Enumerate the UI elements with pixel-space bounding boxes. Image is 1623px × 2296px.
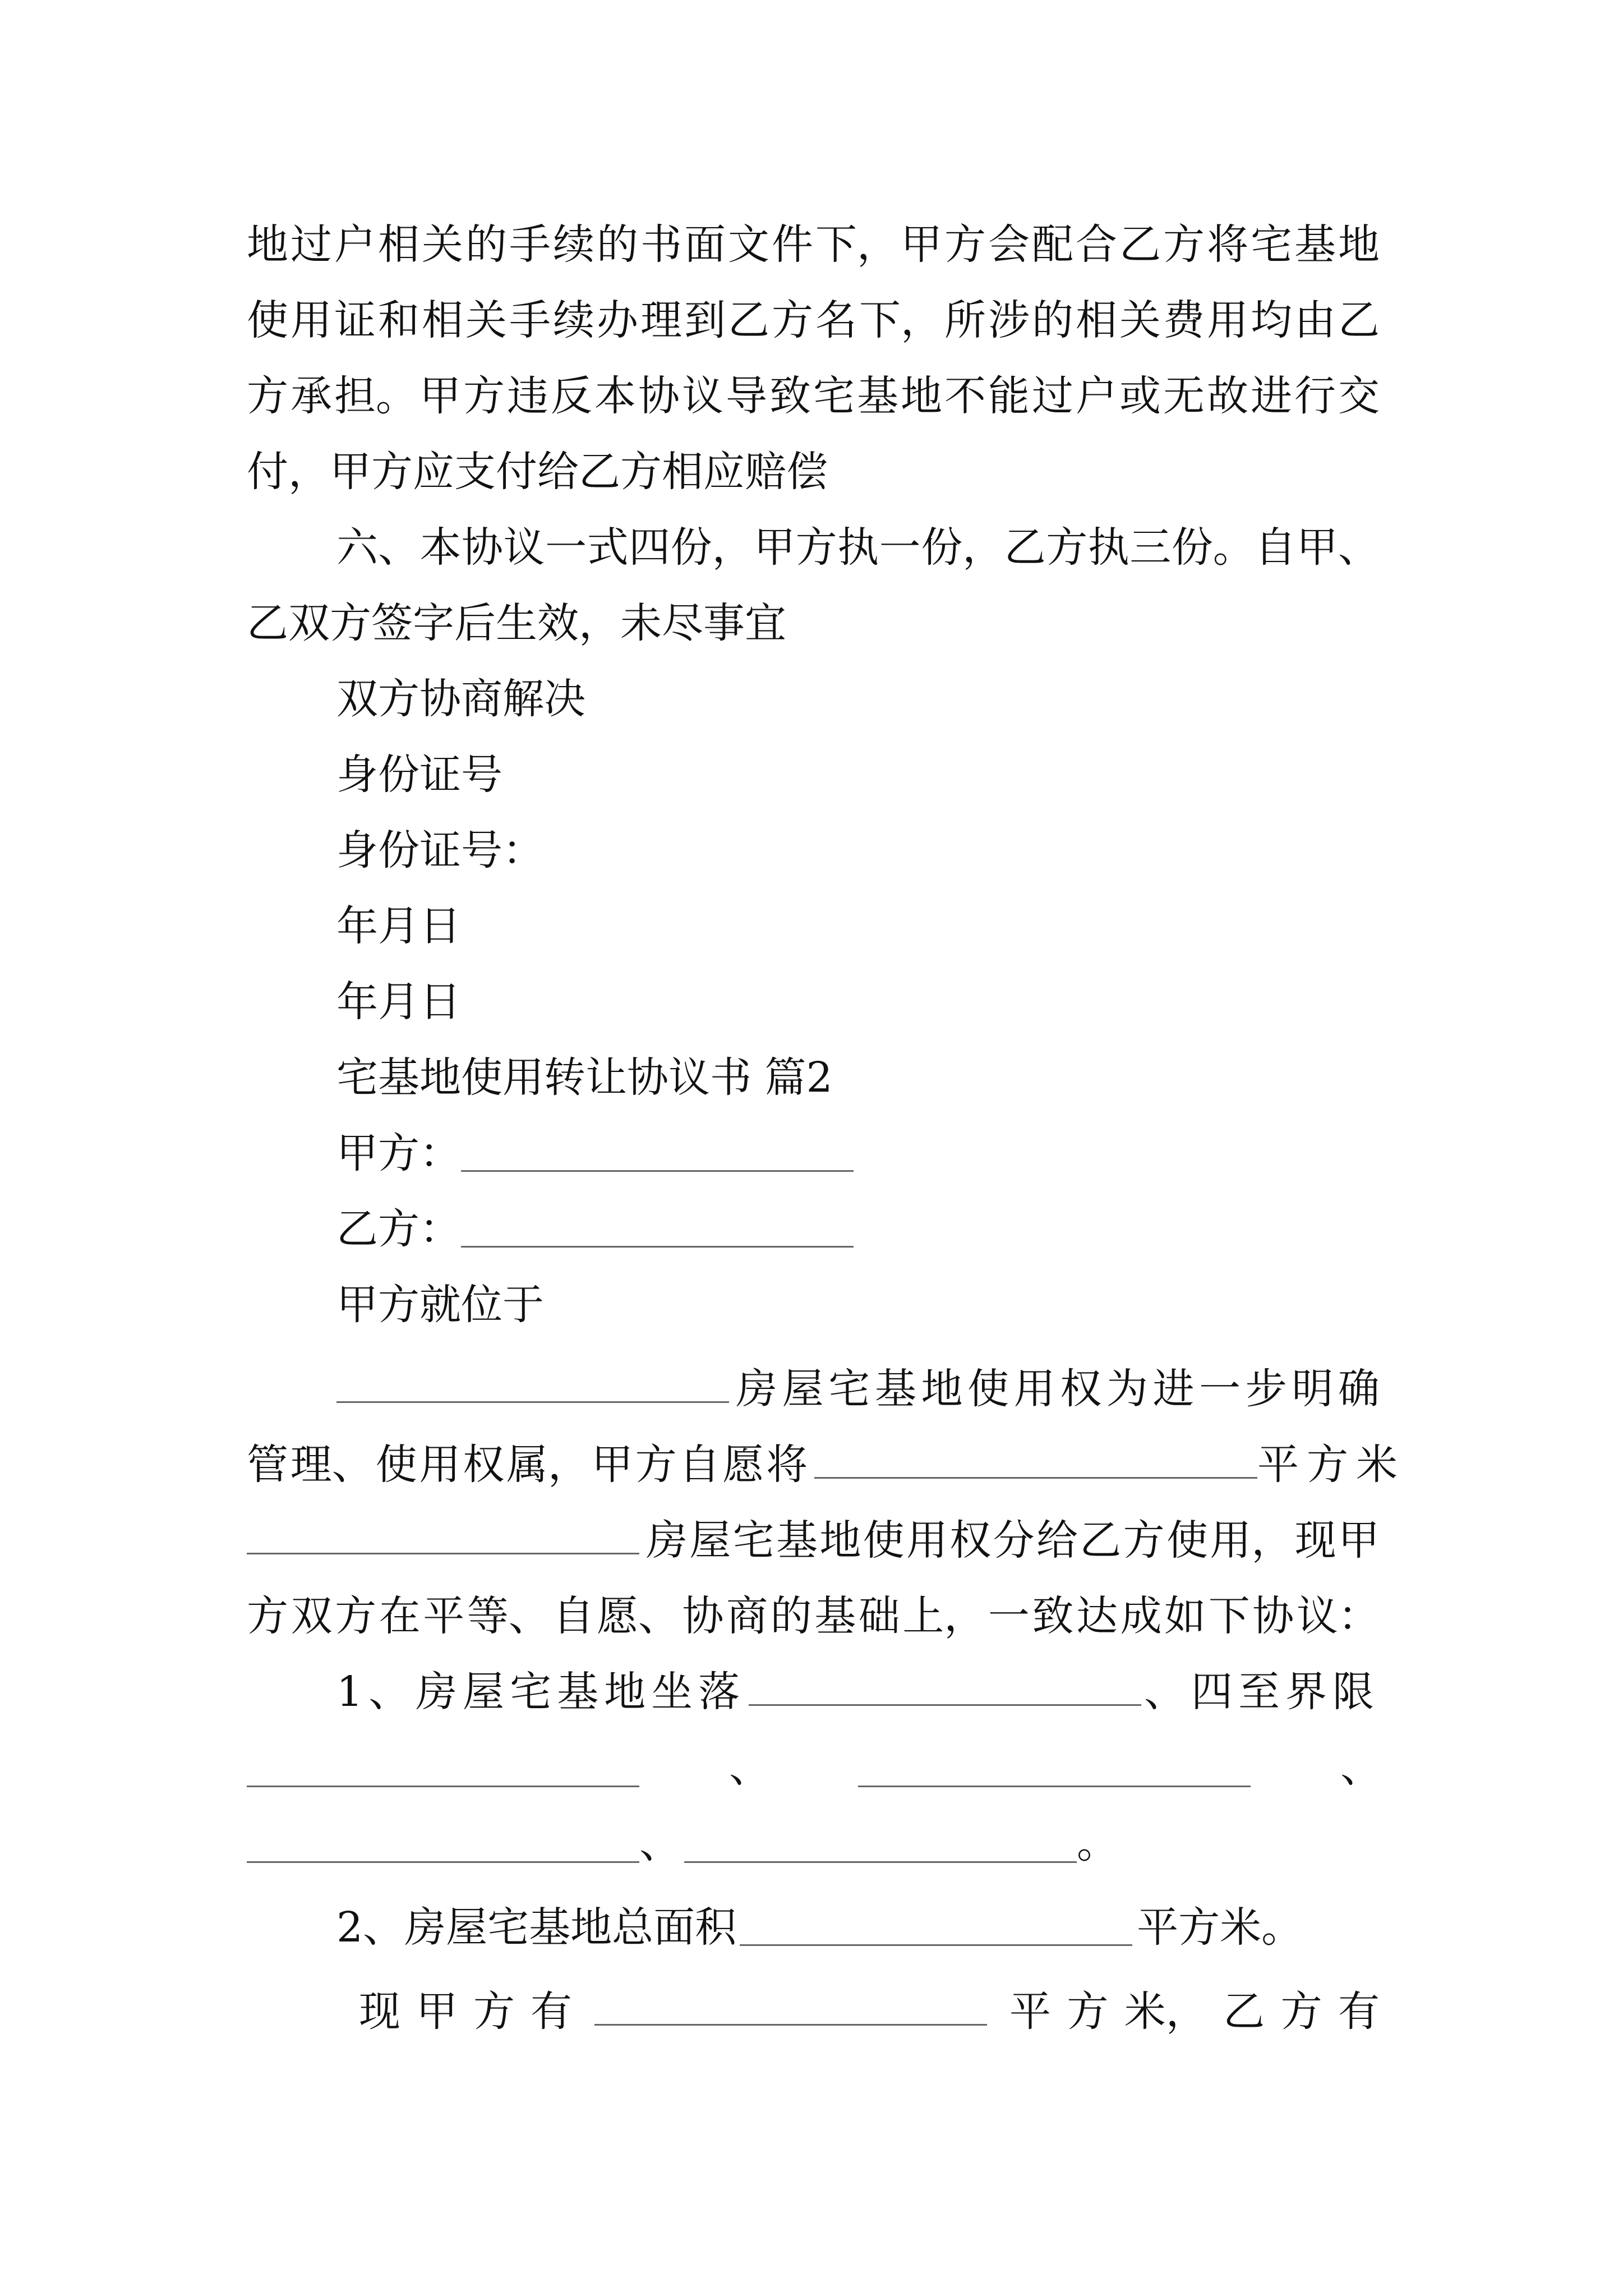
char-6: 用 [1013,1365,1055,1413]
char-10: 导 [726,372,767,420]
party-b-line [336,1191,1380,1267]
char-10: 的 [770,1592,812,1640]
char-2: 担。 [334,372,417,420]
text-line-17 [247,1427,1405,1503]
char-12: 使 [1166,1516,1208,1565]
total-area-label: 2、房屋宅基地总面积 [336,1903,737,1952]
char-15: 执 [1087,523,1129,572]
char-11: 致 [769,372,811,420]
section-title: 宅基地使用转让协议书 篇2 [336,1053,833,1102]
char-22: 进 [1251,372,1292,420]
text-line-16 [336,1351,1380,1427]
char-6: 用 [906,1516,948,1565]
char-7: 份， [670,523,754,572]
boundary-separator-1: 、 [729,1743,771,1792]
char-16: 涉 [988,296,1030,344]
text-line-24 [359,1973,1380,2050]
char-2: 宅 [732,1516,774,1565]
char-13: 上， [902,1592,986,1640]
char-6: 自 [552,1592,594,1640]
party-a-area-blank [594,1990,987,2026]
char-18: 如 [1164,1592,1206,1640]
char-4: 平 [423,1592,465,1640]
char-7: 权 [1060,1365,1102,1413]
char-8: 协 [638,372,680,420]
char-9: 理 [640,296,682,344]
date-label-2: 年月日 [336,978,461,1026]
char-1: 屋 [782,1365,824,1413]
char-2: 方 [335,1592,377,1640]
char-8: 的 [597,220,638,269]
char-11: 步 [1245,1365,1287,1413]
text-line-19 [247,1578,1380,1654]
char-19: 下 [1208,1592,1250,1640]
char-2: 户 [334,220,376,269]
text-line-17-unit: 平方米 [1257,1441,1405,1489]
char-0: 六、 [336,523,419,572]
char-12: 件 [772,220,813,269]
char-3: 相 [378,220,419,269]
char-13: 基 [857,372,898,420]
char-7: 方 [635,1441,677,1489]
char-17: 份。 [1171,523,1255,572]
char-14: 现 [1294,1516,1336,1565]
boundary-separator-2: 、 [1340,1743,1382,1792]
party-a-line [336,1115,1380,1191]
char-0: 方 [247,1592,288,1640]
char-23: 基 [1294,220,1336,269]
text-line-18-text [646,1502,1380,1579]
char-13: 名 [815,296,857,344]
char-4: 方 [1280,1987,1322,2036]
text-line-23 [336,1889,1380,1966]
char-7: 续 [553,220,594,269]
char-4: 关 [422,220,463,269]
char-3: 基 [776,1516,818,1565]
char-6: 手 [509,296,551,344]
char-7: 本 [594,372,636,420]
char-16: 三 [1129,523,1172,572]
char-21: 将 [1207,220,1248,269]
char-13: 用， [1210,1516,1293,1565]
char-23: 行 [1294,372,1336,420]
boundary-south-blank [858,1752,1251,1787]
char-17: 的 [1032,296,1073,344]
text-line-4: 付，甲方应支付给乙方相应赔偿 [247,448,828,496]
char-11: 基 [814,1592,856,1640]
date-label-1: 年月日 [336,902,461,950]
char-13: 下， [815,220,898,269]
char-2: 证 [334,296,376,344]
id-number-label-2: 身份证号： [336,826,544,875]
char-10: 一 [1199,1365,1241,1413]
text-line-5 [336,509,1380,586]
char-18: 自 [1255,523,1297,572]
char-10: 面 [684,220,726,269]
char-0: 地 [247,220,288,269]
char-21: 用 [1207,296,1248,344]
char-15: 不 [944,372,986,420]
char-2: 协 [462,523,504,572]
boundary-line-1 [247,1729,1380,1806]
char-9: 商 [726,1592,768,1640]
char-5: 的 [465,220,507,269]
text-line-1 [247,206,1380,283]
char-23: 由 [1294,296,1336,344]
char-1: 本 [419,523,462,572]
char-0: 使 [247,296,288,344]
char-11: 文 [728,220,769,269]
char-12: 份， [921,523,1004,572]
char-11: 方 [1123,1516,1165,1565]
char-5: 违 [507,372,548,420]
char-9: 愿 [722,1441,764,1489]
text-line-7: 双方协商解决 [336,675,585,723]
char-2: 方 [473,1987,515,2036]
location-detail-blank [749,1671,1141,1706]
char-20: 方 [1163,220,1205,269]
char-10: 将 [766,1441,808,1489]
char-5: 属， [506,1441,589,1489]
char-5: 使 [863,1516,905,1565]
char-12: 明 [1292,1365,1334,1413]
char-10: 到 [684,296,726,344]
char-22: 宅 [1251,220,1292,269]
char-7: 愿、 [596,1592,680,1640]
char-1: 过 [291,220,332,269]
char-5: 使 [967,1365,1009,1413]
text-line-16-text [736,1351,1380,1427]
text-line-18 [247,1502,1380,1579]
char-13: 乙 [1004,523,1046,572]
char-5: 等、 [467,1592,550,1640]
char-9: 进 [1152,1365,1195,1413]
char-3: 基 [874,1365,916,1413]
char-8: 分 [993,1516,1035,1565]
char-4: 方 [463,372,505,420]
char-14: 甲 [901,220,942,269]
char-18: 户 [1076,372,1117,420]
char-14: 一 [988,1592,1030,1640]
char-1: 承 [291,372,332,420]
area-blank-2 [247,1519,639,1554]
char-24: 乙 [1338,296,1380,344]
char-8: 甲 [754,523,796,572]
char-3: 在 [379,1592,421,1640]
char-3: 议 [503,523,545,572]
boundary-west-blank [247,1828,639,1863]
party-a-label: 甲方： [336,1129,461,1177]
char-10: 执 [837,523,879,572]
text-line-3 [247,358,1380,434]
char-9: 给 [1036,1516,1078,1565]
char-11: 一 [879,523,921,572]
char-19: 甲、 [1296,523,1380,572]
char-19: 乙 [1119,220,1161,269]
text-line-17-text [247,1427,808,1503]
char-2: 米， [1124,1987,1207,2036]
char-21: 议： [1296,1592,1380,1640]
party-b-blank [461,1212,854,1248]
char-17: 成 [1120,1592,1162,1640]
char-3: 有 [531,1987,572,2036]
char-8: 协 [682,1592,724,1640]
char-8: 为 [1106,1365,1148,1413]
id-number-label-1: 身份证号 [336,751,502,799]
char-20: 费 [1163,296,1205,344]
char-1: 方 [1067,1987,1109,2036]
char-11: 乙 [728,296,769,344]
boundary-north-blank [684,1828,1077,1863]
char-0: 平 [1009,1987,1051,2036]
char-0: 房 [736,1365,777,1413]
char-3: 用 [419,1441,461,1489]
char-15: 所 [944,296,986,344]
char-4: 一 [545,523,587,572]
char-21: 故 [1207,372,1248,420]
char-22: 均 [1251,296,1292,344]
char-1: 甲 [416,1987,458,2036]
party-b-has-label [1009,1973,1380,2050]
char-17: 配 [1032,220,1073,269]
char-1: 双 [291,1592,333,1640]
char-12: 宅 [813,372,855,420]
total-area-unit: 平方米。 [1137,1903,1303,1952]
char-9: 议 [682,372,723,420]
text-line-6: 乙双方签字后生效，未尽事宜 [247,599,786,647]
char-14: 下， [859,296,942,344]
char-7: 权 [949,1516,992,1565]
char-8: 自 [679,1441,721,1489]
boundary-line-2 [247,1805,1380,1881]
party-b-label: 乙方： [336,1205,461,1253]
char-8: 办 [597,296,638,344]
char-16: 能 [988,372,1030,420]
party-a-blank [461,1137,854,1172]
char-20: 协 [1252,1592,1294,1640]
text-line-20 [336,1654,1380,1730]
char-0: 现 [359,1987,400,2036]
char-6: 手 [509,220,551,269]
char-7: 续 [553,296,594,344]
char-4: 相 [422,296,463,344]
boundary-end-mark: 。 [1077,1819,1118,1867]
char-24: 地 [1338,220,1380,269]
char-6: 四 [629,523,671,572]
char-18: 合 [1076,220,1117,269]
text-line-2 [247,282,1380,358]
char-1: 屋 [689,1516,731,1565]
char-3: 和 [378,296,419,344]
boundary-separator-3: 、 [639,1819,681,1867]
char-0: 房 [646,1516,688,1565]
char-2: 使 [375,1441,417,1489]
char-1: 用 [291,296,332,344]
char-3: 乙 [1223,1987,1265,2036]
char-12: 础 [858,1592,900,1640]
char-9: 方 [795,523,837,572]
char-15: 甲 [1338,1516,1380,1565]
char-4: 地 [921,1365,963,1413]
location-label: 1、房屋宅基地坐落 [336,1668,746,1716]
char-10: 乙 [1080,1516,1122,1565]
char-5: 有 [1338,1987,1380,2036]
char-15: 致 [1032,1592,1074,1640]
boundary-east-blank [247,1752,639,1787]
area-blank-1 [814,1443,1257,1479]
char-3: 甲 [419,372,461,420]
char-24: 交 [1338,372,1380,420]
char-18: 相 [1076,296,1117,344]
char-9: 书 [640,220,682,269]
char-12: 方 [772,296,813,344]
char-14: 方 [1046,523,1088,572]
party-a-has-label [359,1973,572,2050]
char-14: 地 [901,372,942,420]
char-0: 管 [247,1441,288,1489]
char-2: 宅 [828,1365,870,1413]
char-5: 关 [465,296,507,344]
char-15: 方 [944,220,986,269]
char-19: 关 [1119,296,1161,344]
boundary-label: 、四至界限 [1144,1668,1380,1716]
char-16: 会 [988,220,1030,269]
char-1: 理、 [290,1441,374,1489]
char-5: 式 [587,523,629,572]
char-20: 无 [1163,372,1205,420]
char-6: 甲 [591,1441,633,1489]
location-blank [336,1368,729,1403]
total-area-blank [740,1911,1132,1946]
char-13: 确 [1338,1365,1380,1413]
char-6: 反 [551,372,592,420]
char-0: 方 [247,372,288,420]
text-line-15: 甲方就位于 [336,1281,544,1329]
char-4: 权 [463,1441,505,1489]
char-19: 或 [1119,372,1161,420]
char-17: 过 [1032,372,1073,420]
char-4: 地 [819,1516,861,1565]
char-16: 达 [1076,1592,1118,1640]
